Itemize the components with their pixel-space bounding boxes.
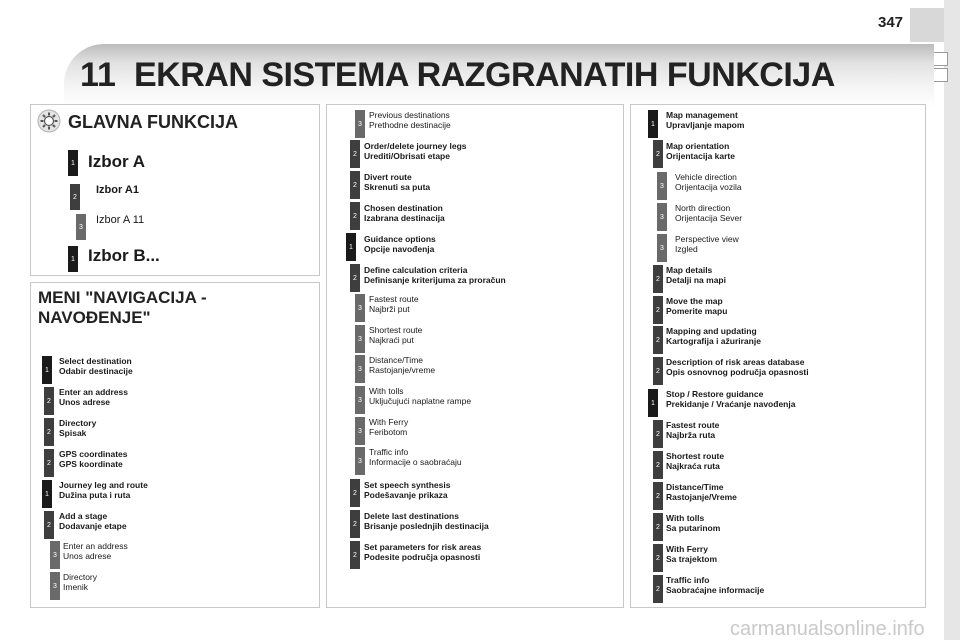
menu-item-en: Define calculation criteria [364, 265, 468, 275]
menu-item-sr: Sa trajektom [666, 554, 718, 564]
level-badge: 2 [350, 202, 360, 230]
settings-gear-icon [36, 108, 62, 134]
menu-item-sr: Informacije o saobraćaju [369, 457, 462, 467]
level-badge: 3 [355, 447, 365, 475]
level-badge: 2 [44, 449, 54, 477]
menu-item-sr: Opis osnovnog područja opasnosti [666, 367, 809, 377]
menu-item-en: Set parameters for risk areas [364, 542, 482, 552]
level-badge: 3 [355, 110, 365, 138]
menu-item-en: Map management [666, 110, 738, 120]
menu-item-sr: Opcije navođenja [364, 244, 435, 254]
page-corner-tab [910, 8, 944, 42]
menu-item-en: Traffic info [369, 447, 409, 457]
menu-item-sr: Sa putarinom [666, 523, 721, 533]
menu-item-sr: Kartografija i ažuriranje [666, 336, 761, 346]
menu-item-en: Guidance options [364, 234, 436, 244]
menu-item-sr: Odabir destinacije [59, 366, 133, 376]
legend-item: Izbor A [88, 152, 145, 171]
level-badge: 3 [76, 214, 86, 240]
menu-item-en: Description of risk areas database [666, 357, 805, 367]
page-edge-strip [944, 0, 960, 640]
menu-item-sr: Unos adrese [59, 397, 111, 407]
level-badge: 2 [653, 296, 663, 324]
menu-item-en: Add a stage [59, 511, 108, 521]
level-badge: 3 [355, 417, 365, 445]
menu-item-en: Shortest route [666, 451, 725, 461]
legend-item: Izbor A1 [96, 184, 139, 196]
menu-item-en: North direction [675, 203, 731, 213]
level-badge: 2 [653, 575, 663, 603]
menu-item-en: GPS coordinates [59, 449, 128, 459]
menu-item-sr: Najkraći put [369, 335, 414, 345]
level-badge: 2 [653, 482, 663, 510]
menu-item-sr: Podešavanje prikaza [364, 490, 448, 500]
legend-item: Izbor A 11 [96, 214, 145, 226]
menu-item-en: Divert route [364, 172, 412, 182]
menu-item-en: Set speech synthesis [364, 480, 451, 490]
menu-item-en: Order/delete journey legs [364, 141, 467, 151]
menu-item-en: Distance/Time [369, 355, 424, 365]
menu-item-en: Vehicle direction [675, 172, 737, 182]
menu-item-en: Journey leg and route [59, 480, 148, 490]
menu-item-en: Mapping and updating [666, 326, 757, 336]
level-badge: 1 [68, 246, 78, 272]
level-badge: 3 [355, 386, 365, 414]
menu-item-en: Map details [666, 265, 713, 275]
menu-item-en: Map orientation [666, 141, 730, 151]
chapter-tab-marker [932, 68, 948, 82]
menu-item-en: Select destination [59, 356, 132, 366]
menu-item-sr: Brisanje poslednjih destinacija [364, 521, 489, 531]
level-badge: 2 [653, 265, 663, 293]
level-badge: 2 [70, 184, 80, 210]
menu-item-sr: Urediti/Obrisati etape [364, 151, 450, 161]
level-badge: 3 [657, 234, 667, 262]
level-badge: 3 [50, 572, 60, 600]
menu-item-en: Fastest route [666, 420, 720, 430]
level-badge: 3 [657, 172, 667, 200]
menu-item-en: With Ferry [666, 544, 708, 554]
menu-item-en: Traffic info [666, 575, 710, 585]
menu-item-sr: Upravljanje mapom [666, 120, 745, 130]
menu-item-sr: Najbrži put [369, 304, 410, 314]
level-badge: 2 [350, 479, 360, 507]
menu-item-en: Enter an address [63, 541, 128, 551]
level-badge: 2 [653, 140, 663, 168]
level-badge: 2 [350, 541, 360, 569]
menu-item-sr: Dodavanje etape [59, 521, 127, 531]
menu-item-sr: Pomerite mapu [666, 306, 728, 316]
menu-item-sr: Orijentacija karte [666, 151, 735, 161]
level-badge: 3 [50, 541, 60, 569]
menu-item-sr: GPS koordinate [59, 459, 123, 469]
menu-item-sr: Definisanje kriterijuma za proračun [364, 275, 506, 285]
level-badge: 2 [653, 357, 663, 385]
menu-title: MENI "NAVIGACIJA - NAVOĐENJE" [38, 288, 207, 327]
menu-item-en: Perspective view [675, 234, 739, 244]
menu-item-sr: Orijentacija Sever [675, 213, 743, 223]
menu-item-sr: Prekidanje / Vraćanje navođenja [666, 399, 796, 409]
menu-item-en: Enter an address [59, 387, 128, 397]
menu-item-en: Directory [59, 418, 97, 428]
menu-item-sr: Spisak [59, 428, 87, 438]
level-badge: 2 [350, 171, 360, 199]
page-number: 347 [878, 14, 904, 31]
level-badge: 1 [42, 480, 52, 508]
menu-item-en: Fastest route [369, 294, 419, 304]
menu-item-en: Directory [63, 572, 98, 582]
level-badge: 2 [653, 544, 663, 572]
level-badge: 1 [68, 150, 78, 176]
level-badge: 1 [648, 389, 658, 417]
menu-item-en: Delete last destinations [364, 511, 459, 521]
menu-item-en: Chosen destination [364, 203, 443, 213]
level-badge: 2 [653, 451, 663, 479]
level-badge: 2 [44, 511, 54, 539]
level-badge: 2 [350, 264, 360, 292]
menu-item-sr: Rastojanje/Vreme [666, 492, 737, 502]
level-badge: 1 [346, 233, 356, 261]
level-badge: 3 [657, 203, 667, 231]
menu-item-sr: Dužina puta i ruta [59, 490, 131, 500]
menu-item-sr: Izabrana destinacija [364, 213, 445, 223]
level-badge: 1 [648, 110, 658, 138]
level-badge: 3 [355, 325, 365, 353]
menu-item-sr: Orijentacija vozila [675, 182, 742, 192]
menu-item-sr: Detalji na mapi [666, 275, 726, 285]
menu-item-en: Stop / Restore guidance [666, 389, 764, 399]
menu-item-sr: Uključujući naplatne rampe [369, 396, 472, 406]
menu-item-en: Distance/Time [666, 482, 724, 492]
menu-item-en: With tolls [369, 386, 404, 396]
menu-item-en: With Ferry [369, 417, 409, 427]
legend-item: Izbor B... [88, 246, 160, 265]
chapter-number: 11 [80, 56, 116, 94]
level-badge: 2 [44, 387, 54, 415]
level-badge: 1 [42, 356, 52, 384]
menu-item-sr: Izgled [675, 244, 698, 254]
menu-item-sr: Podesite područja opasnosti [364, 552, 481, 562]
level-badge: 2 [653, 326, 663, 354]
menu-item-en: Previous destinations [369, 110, 450, 120]
level-badge: 2 [44, 418, 54, 446]
menu-item-sr: Najkraća ruta [666, 461, 720, 471]
menu-item-sr: Najbrža ruta [666, 430, 716, 440]
level-badge: 2 [653, 513, 663, 541]
menu-item-sr: Unos adrese [63, 551, 112, 561]
menu-item-sr: Rastojanje/vreme [369, 365, 436, 375]
menu-item-sr: Feribotom [369, 427, 408, 437]
menu-item-sr: Skrenuti sa puta [364, 182, 431, 192]
level-badge: 2 [350, 140, 360, 168]
chapter-title: EKRAN SISTEMA RAZGRANATIH FUNKCIJA [134, 56, 835, 94]
menu-item-en: Move the map [666, 296, 723, 306]
watermark: carmanualsonline.info [730, 618, 925, 640]
level-badge: 3 [355, 355, 365, 383]
level-badge: 2 [653, 420, 663, 448]
menu-item-en: With tolls [666, 513, 705, 523]
chapter-tab-marker [932, 52, 948, 66]
menu-item-sr: Saobraćajne informacije [666, 585, 765, 595]
menu-item-sr: Imenik [63, 582, 89, 592]
menu-item-en: Shortest route [369, 325, 423, 335]
level-badge: 3 [355, 294, 365, 322]
legend-title: GLAVNA FUNKCIJA [68, 112, 238, 132]
menu-item-sr: Prethodne destinacije [369, 120, 451, 130]
level-badge: 2 [350, 510, 360, 538]
